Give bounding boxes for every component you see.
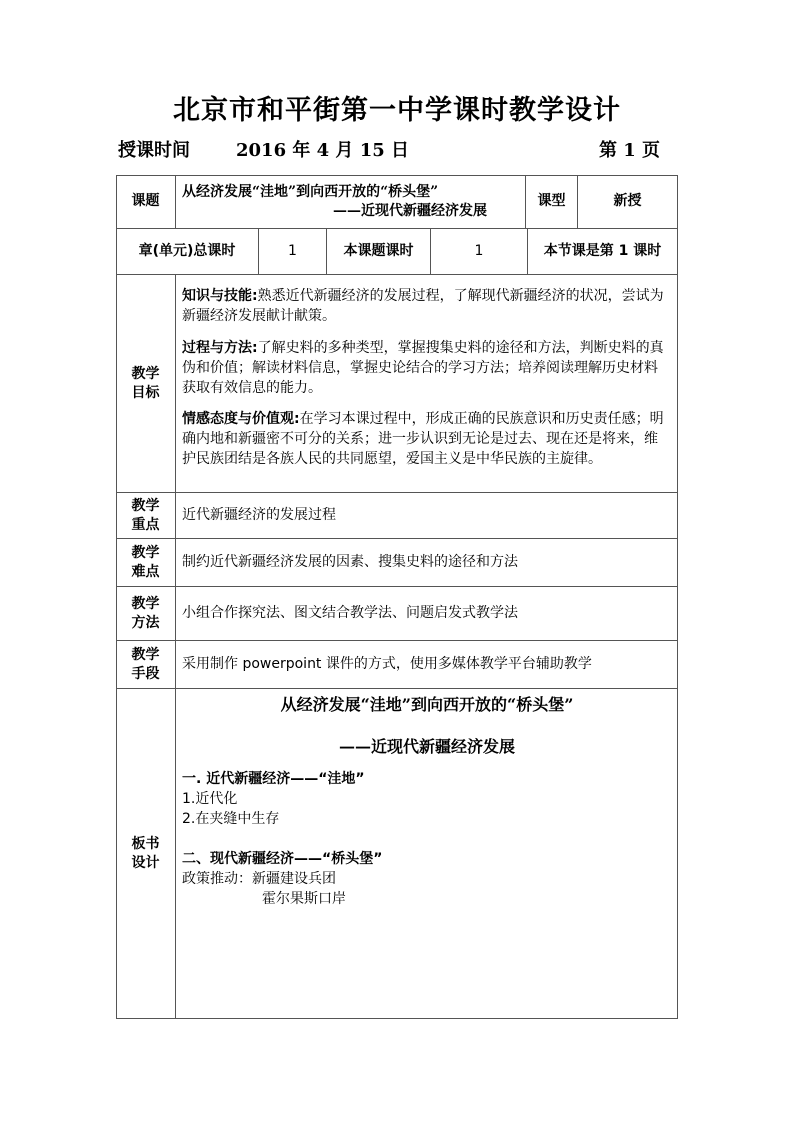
- means-label-line2: 手段: [131, 665, 160, 682]
- board-title: 从经济发展“洼地”到向西开放的“桥头堡”: [280, 695, 574, 714]
- chapter-hours-value: 1: [288, 243, 297, 259]
- method-label-line1: 教学: [131, 595, 160, 612]
- type-label: 课型: [537, 193, 566, 209]
- board-label: [116, 689, 175, 1018]
- board-label-line2: 设计: [131, 854, 160, 871]
- key-value: 近代新疆经济的发展过程: [182, 507, 336, 523]
- goal-text: 在学习本课过程中，形成正确的民族意识和历史责任感；明确内地和新疆密不可分的关系；进一步认识到无论是过去、现在还是将来，维护民族团结是各族人民的共同愿望，爱国主义是中华民族的主旋律。: [182, 411, 664, 467]
- topic-cell: [176, 177, 525, 227]
- means-label: [116, 641, 175, 688]
- difficulty-label-line1: 教学: [131, 544, 160, 561]
- current-lesson: 本节课是第 1 课时: [543, 243, 662, 259]
- table-divider: [116, 274, 678, 275]
- goal-attitude: [182, 409, 670, 469]
- method-label: [116, 587, 175, 640]
- board-policy-2: 霍尔果斯口岸: [262, 891, 346, 907]
- method-label-line2: 方法: [131, 614, 160, 631]
- table-divider: [116, 688, 678, 689]
- table-border-right: [677, 175, 678, 1019]
- method-value: 小组合作探究法、图文结合教学法、问题启发式教学法: [182, 605, 518, 621]
- means-label-line1: 教学: [131, 646, 160, 663]
- table-divider: [175, 274, 176, 1019]
- goal-text: 熟悉近代新疆经济的发展过程，了解现代新疆经济的状况，尝试为新疆经济发展献计献策。: [182, 288, 664, 324]
- board-label-line1: 板书: [131, 835, 160, 852]
- goal-heading: 过程与方法:: [182, 340, 258, 356]
- topic-line2: ——近现代新疆经济发展: [333, 203, 487, 219]
- lesson-plan-table: [116, 175, 678, 1019]
- goals-label-line2: 目标: [131, 384, 160, 401]
- goals-label: [116, 275, 175, 492]
- topic-label: 课题: [131, 193, 160, 209]
- goal-knowledge: [182, 286, 670, 326]
- table-border-bottom: [116, 1018, 678, 1019]
- board-item-2: 2.在夹缝中生存: [182, 811, 280, 827]
- board-design: [182, 695, 672, 909]
- date-line: [116, 136, 660, 166]
- board-subtitle: ——近现代新疆经济发展: [338, 737, 515, 756]
- goal-text: 了解史料的多种类型，掌握搜集史料的途径和方法，判断史料的真伪和价值；解读材料信息，掌握史论结合的学习方法；培养阅读理解历史材料获取有效信息的能力。: [182, 340, 664, 396]
- goal-heading: 情感态度与价值观:: [182, 411, 300, 427]
- goal-process: [182, 338, 670, 398]
- chapter-hours-label: 章(单元)总课时: [138, 243, 236, 259]
- board-section-1: 一. 近代新疆经济——“洼地”: [182, 771, 365, 787]
- topic-hours-label: 本课题课时: [343, 243, 414, 259]
- key-label-line2: 重点: [131, 516, 160, 533]
- key-label-line1: 教学: [131, 497, 160, 514]
- date-value: 2016 年 4 月 15 日: [236, 140, 410, 161]
- page-number: 第 1 页: [598, 140, 660, 161]
- goals-label-line1: 教学: [131, 365, 160, 382]
- goal-heading: 知识与技能:: [182, 288, 258, 304]
- means-value: 采用制作 powerpoint 课件的方式，使用多媒体教学平台辅助教学: [182, 656, 592, 672]
- difficulty-value: 制约近代新疆经济发展的因素、搜集史料的途径和方法: [182, 554, 518, 570]
- type-value: 新授: [613, 193, 642, 209]
- topic-line1: 从经济发展“洼地”到向西开放的“桥头堡”: [182, 184, 439, 200]
- topic-hours-value: 1: [474, 243, 484, 259]
- difficulty-label: [116, 539, 175, 586]
- board-policy: 政策推动：新疆建设兵团: [182, 871, 336, 887]
- board-section-2: 二、现代新疆经济——“桥头堡”: [182, 851, 383, 867]
- page-title: 北京市和平街第一中学课时教学设计: [173, 95, 621, 126]
- date-label: 授课时间: [118, 140, 190, 161]
- key-label: [116, 493, 175, 538]
- board-item-1: 1.近代化: [182, 791, 238, 807]
- difficulty-label-line2: 难点: [131, 563, 160, 580]
